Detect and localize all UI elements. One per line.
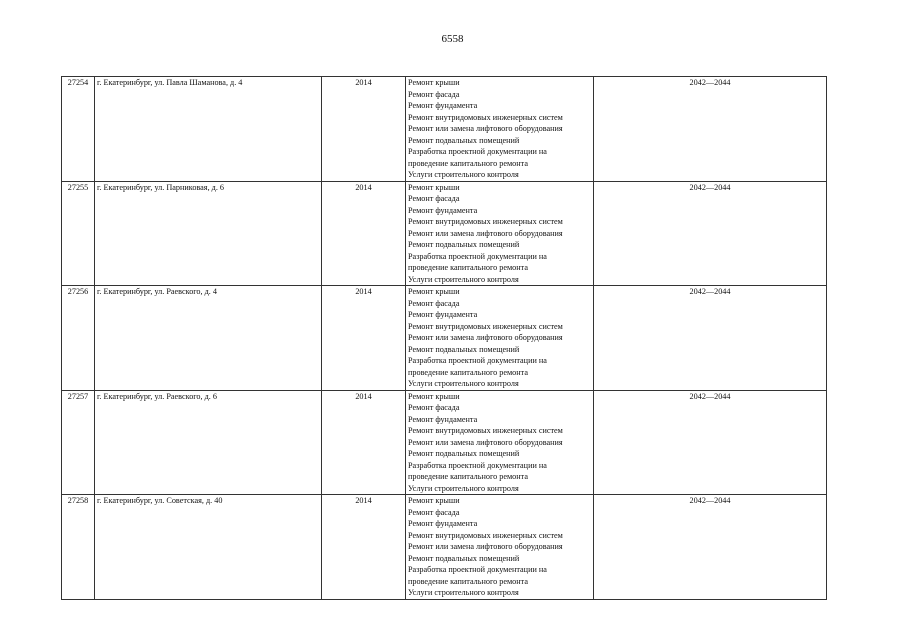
work-item: Ремонт фундамента <box>408 101 478 110</box>
works-list <box>406 181 594 286</box>
work-item: Разработка проектной документации на <box>408 460 547 470</box>
work-item: Ремонт крыши <box>408 287 460 296</box>
commissioning-year: 2014 <box>322 495 406 600</box>
table-row <box>62 390 827 495</box>
repair-period: 2042—2044 <box>594 495 827 600</box>
work-item: Ремонт внутридомовых инженерных систем <box>408 321 563 331</box>
table-row <box>62 181 827 286</box>
work-item: Разработка проектной документации на <box>408 147 547 156</box>
work-item: Ремонт или замена лифтового оборудования <box>408 437 563 447</box>
page-number: 6558 <box>441 33 464 45</box>
row-number: 27254 <box>62 77 95 182</box>
work-item: Ремонт внутридомовых инженерных систем <box>408 530 563 540</box>
work-item: Ремонт внутридомовых инженерных систем <box>408 112 563 122</box>
table-row <box>62 495 827 600</box>
work-item: проведение капитального ремонта <box>408 367 528 377</box>
repair-program-table <box>61 76 827 600</box>
work-item: Услуги строительного контроля <box>408 379 519 388</box>
repair-period: 2042—2044 <box>594 77 827 182</box>
work-item: Разработка проектной документации на <box>408 356 547 365</box>
building-address: г. Екатеринбург, ул. Советская, д. 40 <box>95 495 322 600</box>
work-item: Разработка проектной документации на <box>408 565 547 574</box>
work-item: Ремонт фасада <box>408 194 460 203</box>
work-item: проведение капитального ремонта <box>408 472 528 481</box>
repair-period: 2042—2044 <box>594 181 827 286</box>
work-item: Ремонт или замена лифтового оборудования <box>408 542 563 551</box>
works-list <box>406 495 594 600</box>
work-item: Ремонт или замена лифтового оборудования <box>408 228 563 238</box>
work-item: Ремонт подвальных помещений <box>408 344 520 354</box>
work-item: Ремонт крыши <box>408 391 460 401</box>
table-body <box>62 77 827 600</box>
work-item: Услуги строительного контроля <box>408 588 519 597</box>
row-number: 27256 <box>62 286 95 391</box>
work-item: Ремонт крыши <box>408 496 460 505</box>
work-item: Ремонт фундамента <box>408 310 478 319</box>
work-item: Ремонт подвальных помещений <box>408 449 520 458</box>
building-address: г. Екатеринбург, ул. Раевского, д. 4 <box>95 286 322 391</box>
works-list <box>406 390 594 495</box>
work-item: Ремонт внутридомовых инженерных систем <box>408 426 563 435</box>
work-item: Разработка проектной документации на <box>408 251 547 261</box>
repair-period: 2042—2044 <box>594 390 827 495</box>
commissioning-year: 2014 <box>322 77 406 182</box>
row-number: 27258 <box>62 495 95 600</box>
repair-period: 2042—2044 <box>594 286 827 391</box>
work-item: проведение капитального ремонта <box>408 263 528 272</box>
commissioning-year: 2014 <box>322 286 406 391</box>
work-item: Ремонт крыши <box>408 182 460 192</box>
building-address: г. Екатеринбург, ул. Павла Шаманова, д. 4 <box>95 77 322 182</box>
work-item: Услуги строительного контроля <box>408 170 519 179</box>
row-number: 27257 <box>62 390 95 495</box>
work-item: Услуги строительного контроля <box>408 274 519 284</box>
work-item: Ремонт фундамента <box>408 414 478 424</box>
work-item: Ремонт или замена лифтового оборудования <box>408 333 563 342</box>
building-address: г. Екатеринбург, ул. Парниковая, д. 6 <box>95 181 322 286</box>
commissioning-year: 2014 <box>322 390 406 495</box>
work-item: Ремонт крыши <box>408 78 460 87</box>
work-item: Ремонт или замена лифтового оборудования <box>408 124 563 133</box>
work-item: Ремонт подвальных помещений <box>408 553 520 563</box>
work-item: проведение капитального ремонта <box>408 576 528 586</box>
table-row <box>62 77 827 182</box>
work-item: Ремонт подвальных помещений <box>408 240 520 249</box>
work-item: Ремонт фундамента <box>408 519 478 528</box>
work-item: проведение капитального ремонта <box>408 158 528 168</box>
work-item: Ремонт подвальных помещений <box>408 135 520 145</box>
works-list <box>406 77 594 182</box>
work-item: Ремонт фасада <box>408 507 460 517</box>
commissioning-year: 2014 <box>322 181 406 286</box>
work-item: Ремонт фасада <box>408 298 460 308</box>
work-item: Ремонт фасада <box>408 403 460 412</box>
work-item: Ремонт фундамента <box>408 205 478 215</box>
table-row <box>62 286 827 391</box>
works-list <box>406 286 594 391</box>
row-number: 27255 <box>62 181 95 286</box>
work-item: Ремонт внутридомовых инженерных систем <box>408 217 563 226</box>
work-item: Ремонт фасада <box>408 89 460 99</box>
work-item: Услуги строительного контроля <box>408 483 519 493</box>
building-address: г. Екатеринбург, ул. Раевского, д. 6 <box>95 390 322 495</box>
